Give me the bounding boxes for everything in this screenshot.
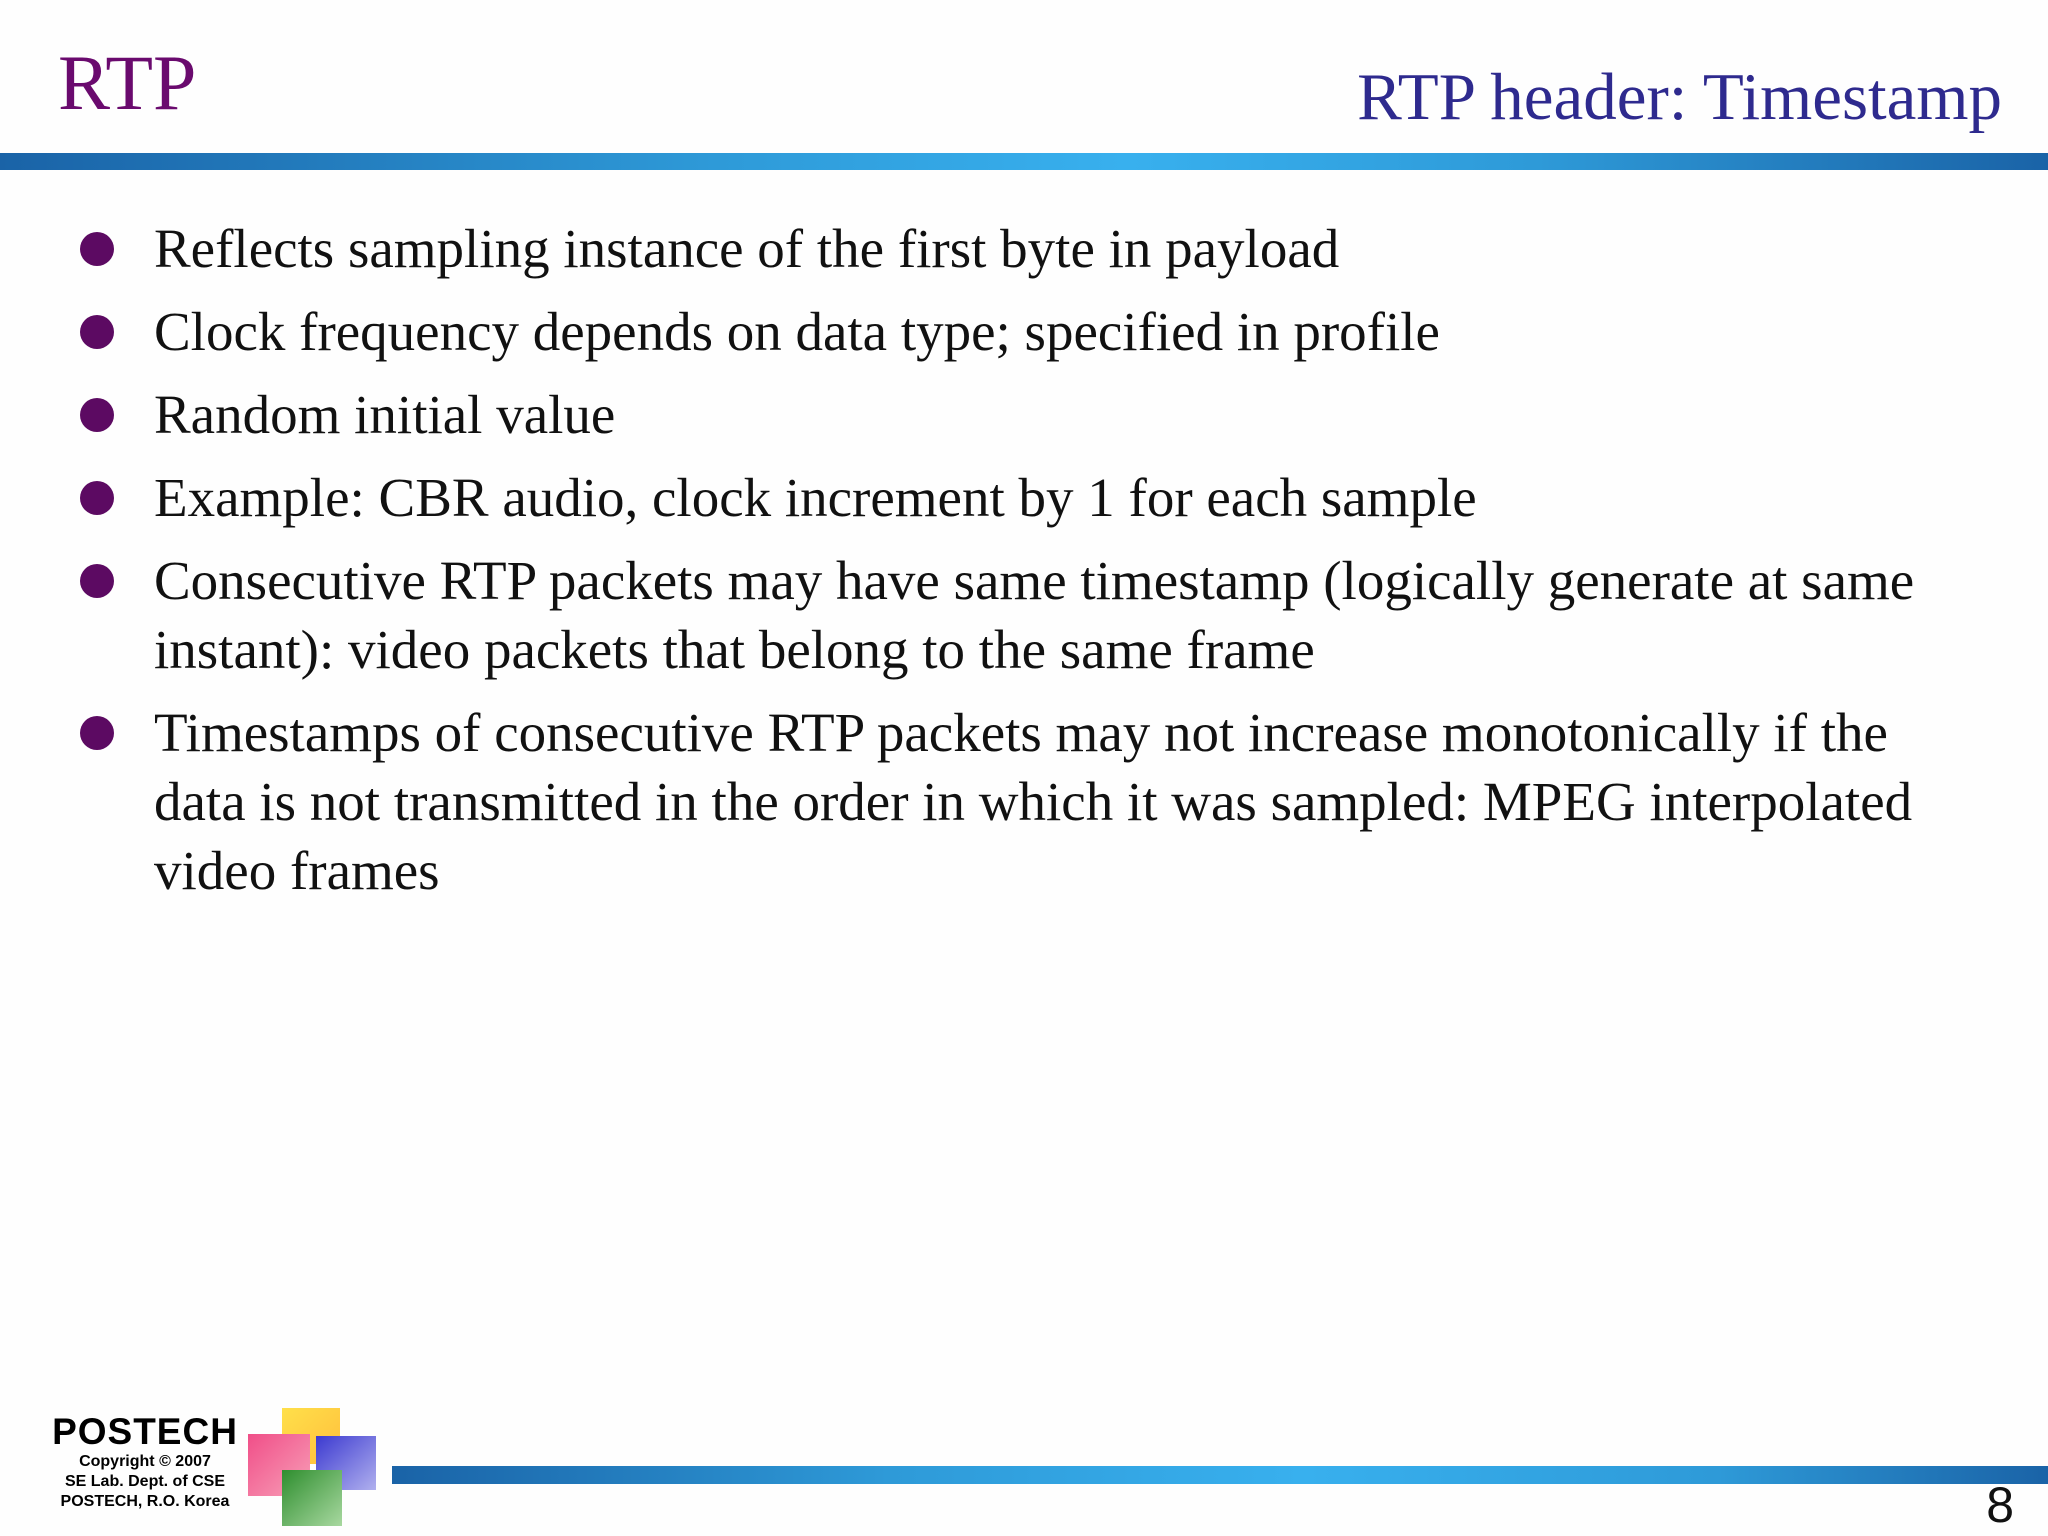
logo-green-square [282, 1470, 342, 1526]
footer-divider [392, 1466, 2048, 1484]
bullet-dot-icon [80, 232, 114, 266]
footer-location: POSTECH, R.O. Korea [60, 1492, 230, 1510]
bullet-text: Timestamps of consecutive RTP packets may not increase monotonically if the data is not transmitted in the order in which it was sampled: MPEG interpolated video frames [154, 702, 1913, 901]
footer-lab: SE Lab. Dept. of CSE [64, 1472, 225, 1490]
bullet-dot-icon [80, 716, 114, 750]
bullet-text: Consecutive RTP packets may have same timestamp (logically generate at same instant): video packets that belong to the same frame [154, 550, 1915, 680]
bullet-list [0, 214, 2048, 919]
bullet-dot-icon [80, 564, 114, 598]
slide-title: RTP header: Timestamp [1357, 60, 2002, 134]
bullet-item [0, 463, 2048, 532]
footer-copyright: Copyright © 2007 [79, 1452, 211, 1470]
colored-squares-logo-icon [246, 1406, 378, 1528]
bullet-text: Random initial value [154, 384, 616, 445]
bullet-item [0, 297, 2048, 366]
bullet-item [0, 546, 2048, 684]
bullet-text: Clock frequency depends on data type; specified in profile [154, 301, 1440, 362]
bullet-dot-icon [80, 481, 114, 515]
bullet-item [0, 698, 2048, 905]
bullet-dot-icon [80, 315, 114, 349]
section-title: RTP [58, 39, 197, 126]
bullet-text: Reflects sampling instance of the first byte in payload [154, 218, 1340, 279]
bullet-text: Example: CBR audio, clock increment by 1 for each sample [154, 467, 1477, 528]
header-divider [0, 153, 2048, 170]
bullet-item [0, 214, 2048, 283]
footer-org-name: POSTECH [52, 1411, 238, 1452]
bullet-dot-icon [80, 398, 114, 432]
footer-brand [42, 1413, 248, 1512]
bullet-item [0, 380, 2048, 449]
page-number: 8 [1986, 1477, 2014, 1533]
